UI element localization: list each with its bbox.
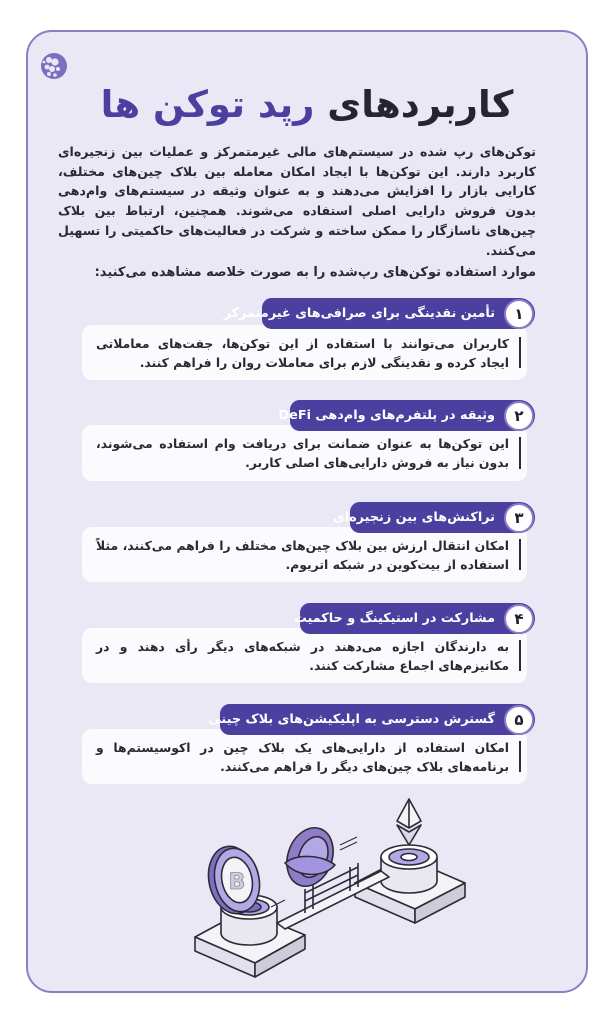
item-card [82,527,527,582]
item-number-badge: ۵ [504,705,534,735]
accent-bar [519,437,522,469]
item-title-pill [293,603,535,634]
item-card [82,425,527,481]
title-accent-part: رپد توکن ها [100,83,315,126]
svg-text:B: B [228,870,246,895]
item-number-badge: ۲ [504,401,534,431]
item-card [82,325,527,380]
blockchain-bridge-illustration [185,785,475,990]
item-number-badge: ۴ [504,604,534,634]
list-item-3 [82,502,535,586]
ethereum-icon [397,799,421,845]
accent-bar [519,741,522,772]
item-title: گسترش دسترسی به اپلیکیشن‌های بلاک چینی [208,712,495,727]
intro-paragraph: توکن‌های رپ شده در سیستم‌های مالی غیرمتمرکز و عملیات بین زنجیره‌ای کاربرد دارند. این توکن‌ها با ایجاد امکان معامله بین بلاک چین‌های مختلف، کارایی بازار را افزایش می‌دهند و به عنوان وثیقه در سیستم‌های وام‌دهی بدون فروش دارایی اصلی استفاده می‌شوند. همچنین، ارتباط بین بلاک چین‌های ناسازگار را ممکن ساخته و شرکت در فعالیت‌های حاکمیتی را تسهیل می‌کنند. [58,144,536,258]
item-description: امکان استفاده از دارایی‌های یک بلاک چین در اکوسیستم‌ها و برنامه‌های بلاک چین‌های دیگر را فراهم می‌کنند. [96,740,509,774]
item-title-pill [223,298,535,329]
item-title-pill [278,400,535,431]
list-lead-text: موارد استفاده توکن‌های رپ‌شده را به صورت خلاصه مشاهده می‌کنید: [94,265,536,280]
item-description: این توکن‌ها به عنوان ضمانت برای دریافت وام استفاده می‌شوند، بدون نیاز به فروش دارایی‌های اصلی کاربر. [96,436,509,470]
item-title-pill [208,704,535,735]
item-number-badge: ۳ [504,503,534,533]
item-number-badge: ۱ [504,299,534,329]
accent-bar [519,337,522,368]
item-card [82,628,527,683]
wrapped-bitcoin-coin-icon [279,821,341,892]
molecule-dots-icon [40,52,68,80]
accent-bar [519,640,522,671]
item-description: کاربران می‌توانند با استفاده از این توکن‌ها، جفت‌های معاملاتی ایجاد کرده و نقدینگی لازم برای معاملات روان را فراهم کنند. [96,336,509,370]
item-title: تراکنش‌های بین زنجیره‌ای [332,510,495,525]
item-title: مشارکت در استیکینگ و حاکمیت [293,611,495,626]
item-card [82,729,527,784]
list-item-1 [82,298,535,382]
list-item-5 [82,704,535,788]
item-title: وثیقه در پلتفرم‌های وام‌دهی DeFi [278,408,495,423]
title-dark-part: کاربردهای [327,83,514,126]
accent-bar [519,539,522,570]
page-title [40,80,574,130]
item-description: امکان انتقال ارزش بین بلاک چین‌های مختلف را فراهم می‌کنند، مثلاً استفاده از بیت‌کوین در شبکه اتریوم. [96,538,509,572]
item-title: تأمین نقدینگی برای صرافی‌های غیرمتمرکز [223,306,495,321]
list-item-2 [82,400,535,484]
list-item-4 [82,603,535,687]
item-description: به دارندگان اجازه می‌دهند در شبکه‌های دیگر رأی دهند و در مکانیزم‌های اجماع مشارکت کنند. [96,639,509,673]
